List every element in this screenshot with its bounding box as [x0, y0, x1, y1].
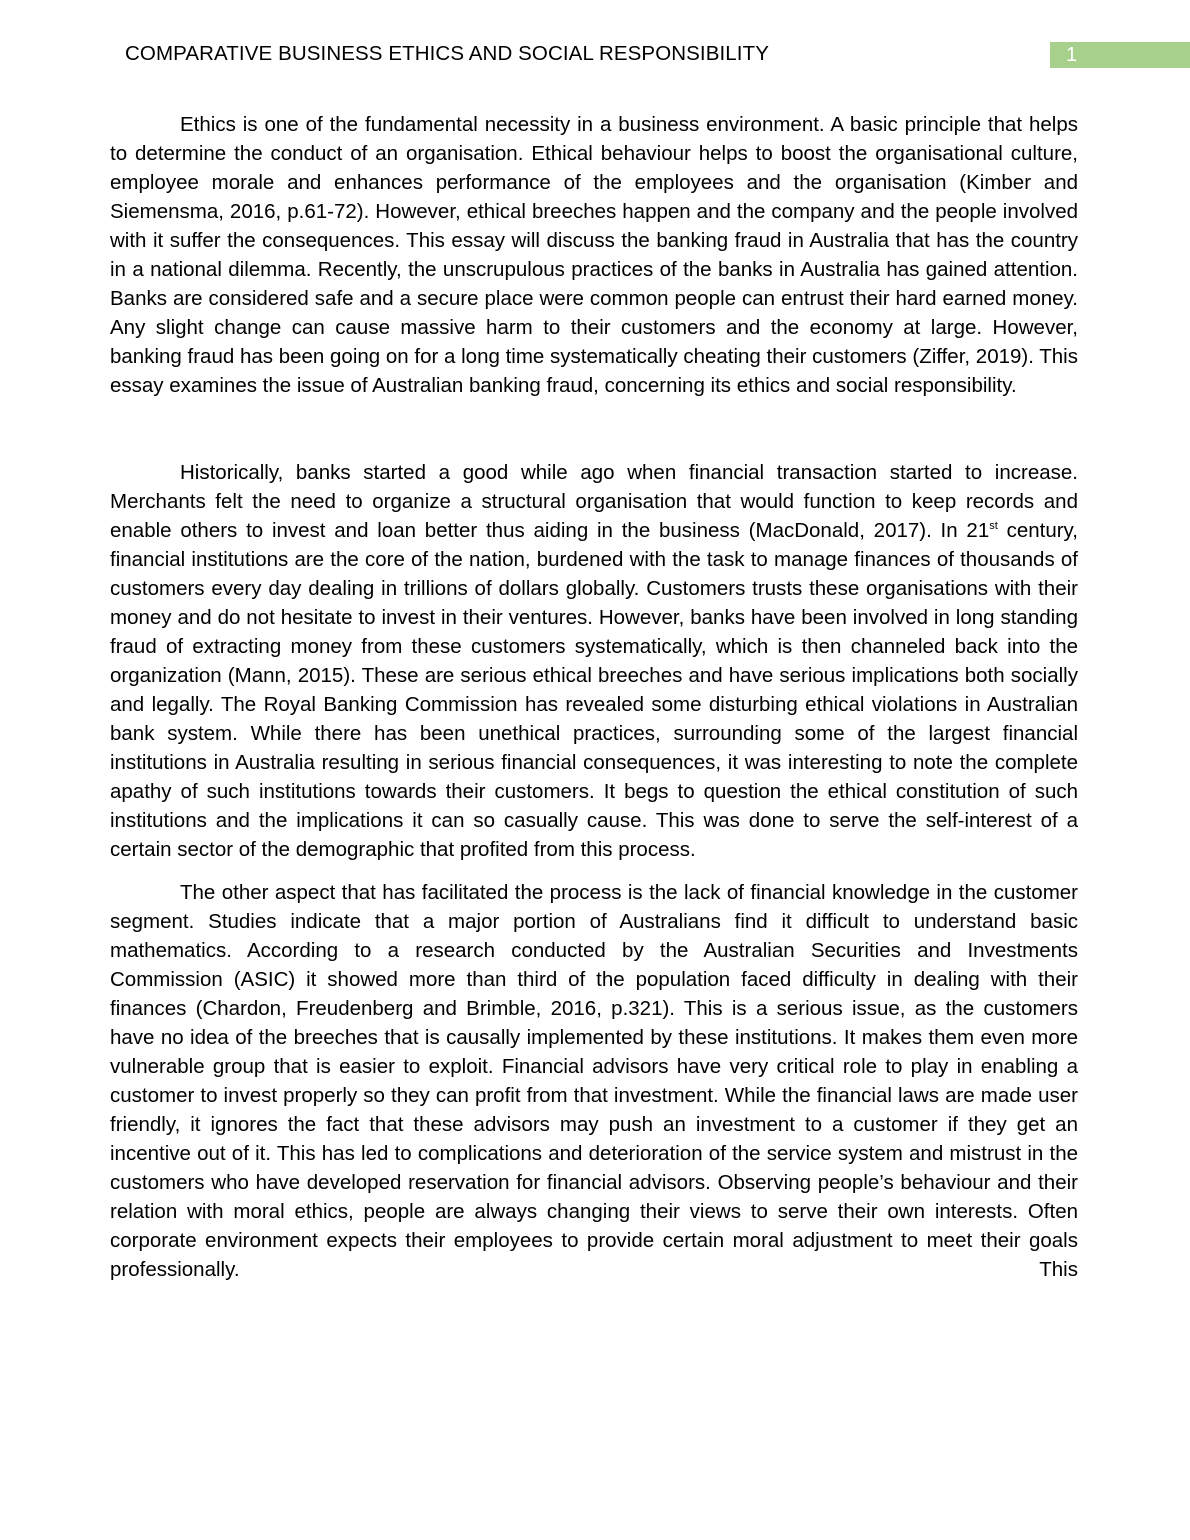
paragraph-history-part-b: century, financial institutions are the core of the nation, burdened with the task to manage finances of thousands of customers every day dealing in trillions of dollars globally. Customers trusts these organisations with their money and do not hesitate to invest in their ventures. However, banks have been involved in long standing fraud of extracting money from these customers systematically, which is then channeled back into the organization (Mann, 2015). These are serious ethical breeches and have serious implications both socially and legally. The Royal Banking Commission has revealed some disturbing ethical violations in Australian bank system. While there has been unethical practices, surrounding some of the largest financial institutions in Australia resulting in serious financial consequences, it was interesting to note the complete apathy of such institutions towards their customers. It begs to question the ethical constitution of such institutions and the implications it can so casually cause. This was done to serve the self-interest of a certain sector of the demographic that profited from this process.	[110, 519, 1078, 861]
paragraph-history	[110, 458, 1078, 864]
ordinal-superscript: st	[989, 520, 998, 533]
document-body	[110, 110, 1078, 1284]
paragraph-history-part-a: Historically, banks started a good while ago when financial transaction started to increase. Merchants felt the need to organize a structural organisation that would function to keep records and enable others to invest and loan better thus aiding in the business (MacDonald, 2017). In 21	[110, 461, 1078, 542]
paragraph-financial-knowledge: The other aspect that has facilitated the process is the lack of financial knowledge in the customer segment. Studies indicate that a major portion of Australians find it difficult to understand basic mathematics. According to a research conducted by the Australian Securities and Investments Commission (ASIC) it showed more than third of the population faced difficulty in dealing with their finances (Chardon, Freudenberg and Brimble, 2016, p.321). This is a serious issue, as the customers have no idea of the breeches that is causally implemented by these institutions. It makes them even more vulnerable group that is easier to exploit. Financial advisors have very critical role to play in enabling a customer to invest properly so they can profit from that investment. While the financial laws are made user friendly, it ignores the fact that these advisors may push an investment to a customer if they get an incentive out of it. This has led to complications and deterioration of the service system and mistrust in the customers who have developed reservation for financial advisors. Observing people’s behaviour and their relation with moral ethics, people are always changing their views to serve their own interests. Often corporate environment expects their employees to provide certain moral adjustment to meet their goals professionally. This	[110, 881, 1078, 1281]
page-number: 1	[1050, 42, 1190, 68]
header-title: COMPARATIVE BUSINESS ETHICS AND SOCIAL RESPONSIBILITY	[125, 42, 769, 65]
paragraph-introduction: Ethics is one of the fundamental necessity in a business environment. A basic principle that helps to determine the conduct of an organisation. Ethical behaviour helps to boost the organisational culture, employee morale and enhances performance of the employees and the organisation (Kimber and Siemensma, 2016, p.61-72). However, ethical breeches happen and the company and the people involved with it suffer the consequences. This essay will discuss the banking fraud in Australia that has the country in a national dilemma. Recently, the unscrupulous practices of the banks in Australia has gained attention. Banks are considered safe and a secure place were common people can entrust their hard earned money. Any slight change can cause massive harm to their customers and the economy at large. However, banking fraud has been going on for a long time systematically cheating their customers (Ziffer, 2019). This essay examines the issue of Australian banking fraud, concerning its ethics and social responsibility.	[110, 113, 1078, 397]
